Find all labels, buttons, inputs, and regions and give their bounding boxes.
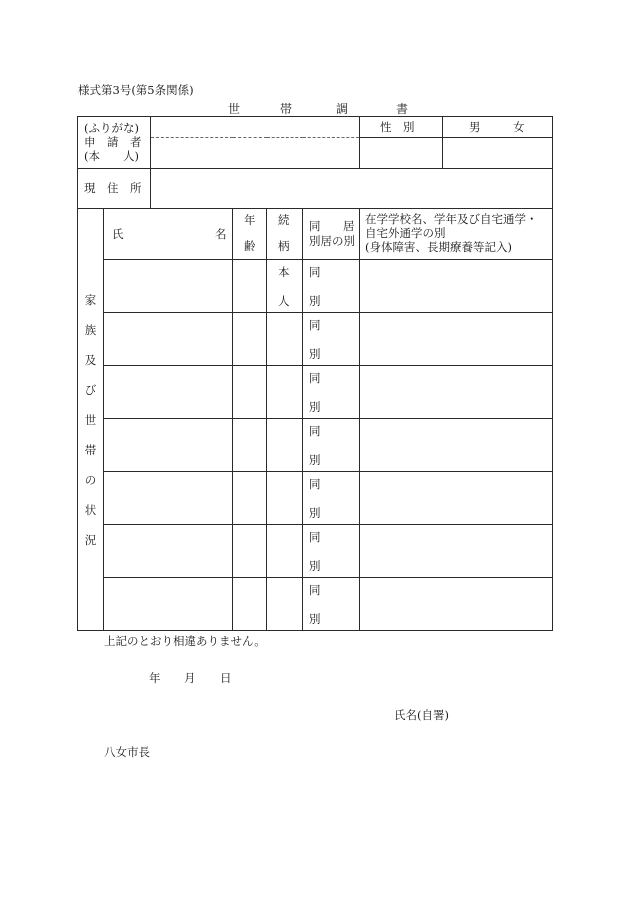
self-label: (本 人) [84,149,139,163]
name-header: 氏 名 [104,209,233,260]
member-name-cell[interactable] [104,313,233,366]
date-year-label: 年 [149,671,161,685]
member-cohabit-cell[interactable]: 同 別 [303,472,360,525]
age-header: 年 齢 [233,209,267,260]
family-row [78,366,553,419]
member-cohabit-cell[interactable]: 同 別 [303,260,360,313]
family-row [78,525,553,578]
signature-label: 氏名(自署) [394,708,449,722]
declaration-text: 上記のとおり相違ありません。 [104,634,266,648]
cohabitation-header: 同 居 別居の別 [303,209,360,260]
addressee: 八女市長 [104,745,150,759]
member-relation-cell[interactable] [267,578,303,631]
member-relation-cell[interactable] [267,419,303,472]
form-number: 様式第3号(第5条関係) [78,83,194,97]
member-name-cell[interactable] [104,366,233,419]
member-school-cell[interactable] [360,419,553,472]
member-school-cell[interactable] [360,525,553,578]
address-label-cell [78,169,151,209]
member-age-cell[interactable] [233,578,267,631]
furigana-input[interactable] [151,117,360,138]
member-school-cell[interactable] [360,472,553,525]
member-cohabit-cell[interactable]: 同 別 [303,525,360,578]
family-row [78,578,553,631]
family-side-label-cell [78,209,104,631]
member-age-cell[interactable] [233,472,267,525]
member-age-cell[interactable] [233,419,267,472]
member-relation-cell[interactable] [267,313,303,366]
member-cohabit-cell[interactable]: 同 別 [303,578,360,631]
relation-header: 続 柄 [267,209,303,260]
date-month-label: 月 [184,671,196,685]
member-school-cell[interactable] [360,313,553,366]
member-name-cell[interactable] [104,472,233,525]
gender-label: 性 別 [380,120,415,134]
family-side-label: 家 族 及 び 世 帯 の 状 況 [84,292,97,547]
member-cohabit-cell[interactable]: 同 別 [303,366,360,419]
member-cohabit-cell[interactable]: 同 別 [303,313,360,366]
member-name-cell[interactable] [104,578,233,631]
member-school-cell[interactable] [360,366,553,419]
member-age-cell[interactable] [233,313,267,366]
title-char: 書 [396,102,409,116]
school-header: 在学学校名、学年及び自宅通学・ 自宅外通学の別 (身体障害、長期療養等記入) [360,209,553,260]
member-name-cell[interactable] [104,260,233,313]
title-char: 調 [336,102,349,116]
title-char: 世 [228,102,241,116]
furigana-label: (ふりがな) [84,121,139,135]
member-age-cell[interactable] [233,525,267,578]
member-name-cell[interactable] [104,419,233,472]
address-input[interactable] [151,169,553,209]
member-relation-cell[interactable] [267,525,303,578]
gender-female[interactable]: 女 [513,120,525,134]
applicant-label-cell [78,117,151,169]
member-school-cell[interactable] [360,260,553,313]
household-form-table [77,116,553,631]
gender-male[interactable]: 男 [469,120,481,134]
family-row [78,260,553,313]
member-relation-cell[interactable]: 本 人 [267,260,303,313]
applicant-name-input[interactable] [151,138,360,169]
member-age-cell[interactable] [233,260,267,313]
title-char: 帯 [280,102,293,116]
gender-label-cell [360,117,443,138]
family-row [78,313,553,366]
member-relation-cell[interactable] [267,366,303,419]
applicant-label: 申 請 者 [84,135,142,149]
gender-blank-cell[interactable] [443,138,553,169]
gender-blank-cell[interactable] [360,138,443,169]
member-cohabit-cell[interactable]: 同 別 [303,419,360,472]
date-day-label: 日 [220,671,232,685]
member-name-cell[interactable] [104,525,233,578]
member-school-cell[interactable] [360,578,553,631]
address-label: 現 住 所 [84,181,142,195]
member-age-cell[interactable] [233,366,267,419]
family-row [78,472,553,525]
gender-options-cell [443,117,553,138]
member-relation-cell[interactable] [267,472,303,525]
family-row [78,419,553,472]
